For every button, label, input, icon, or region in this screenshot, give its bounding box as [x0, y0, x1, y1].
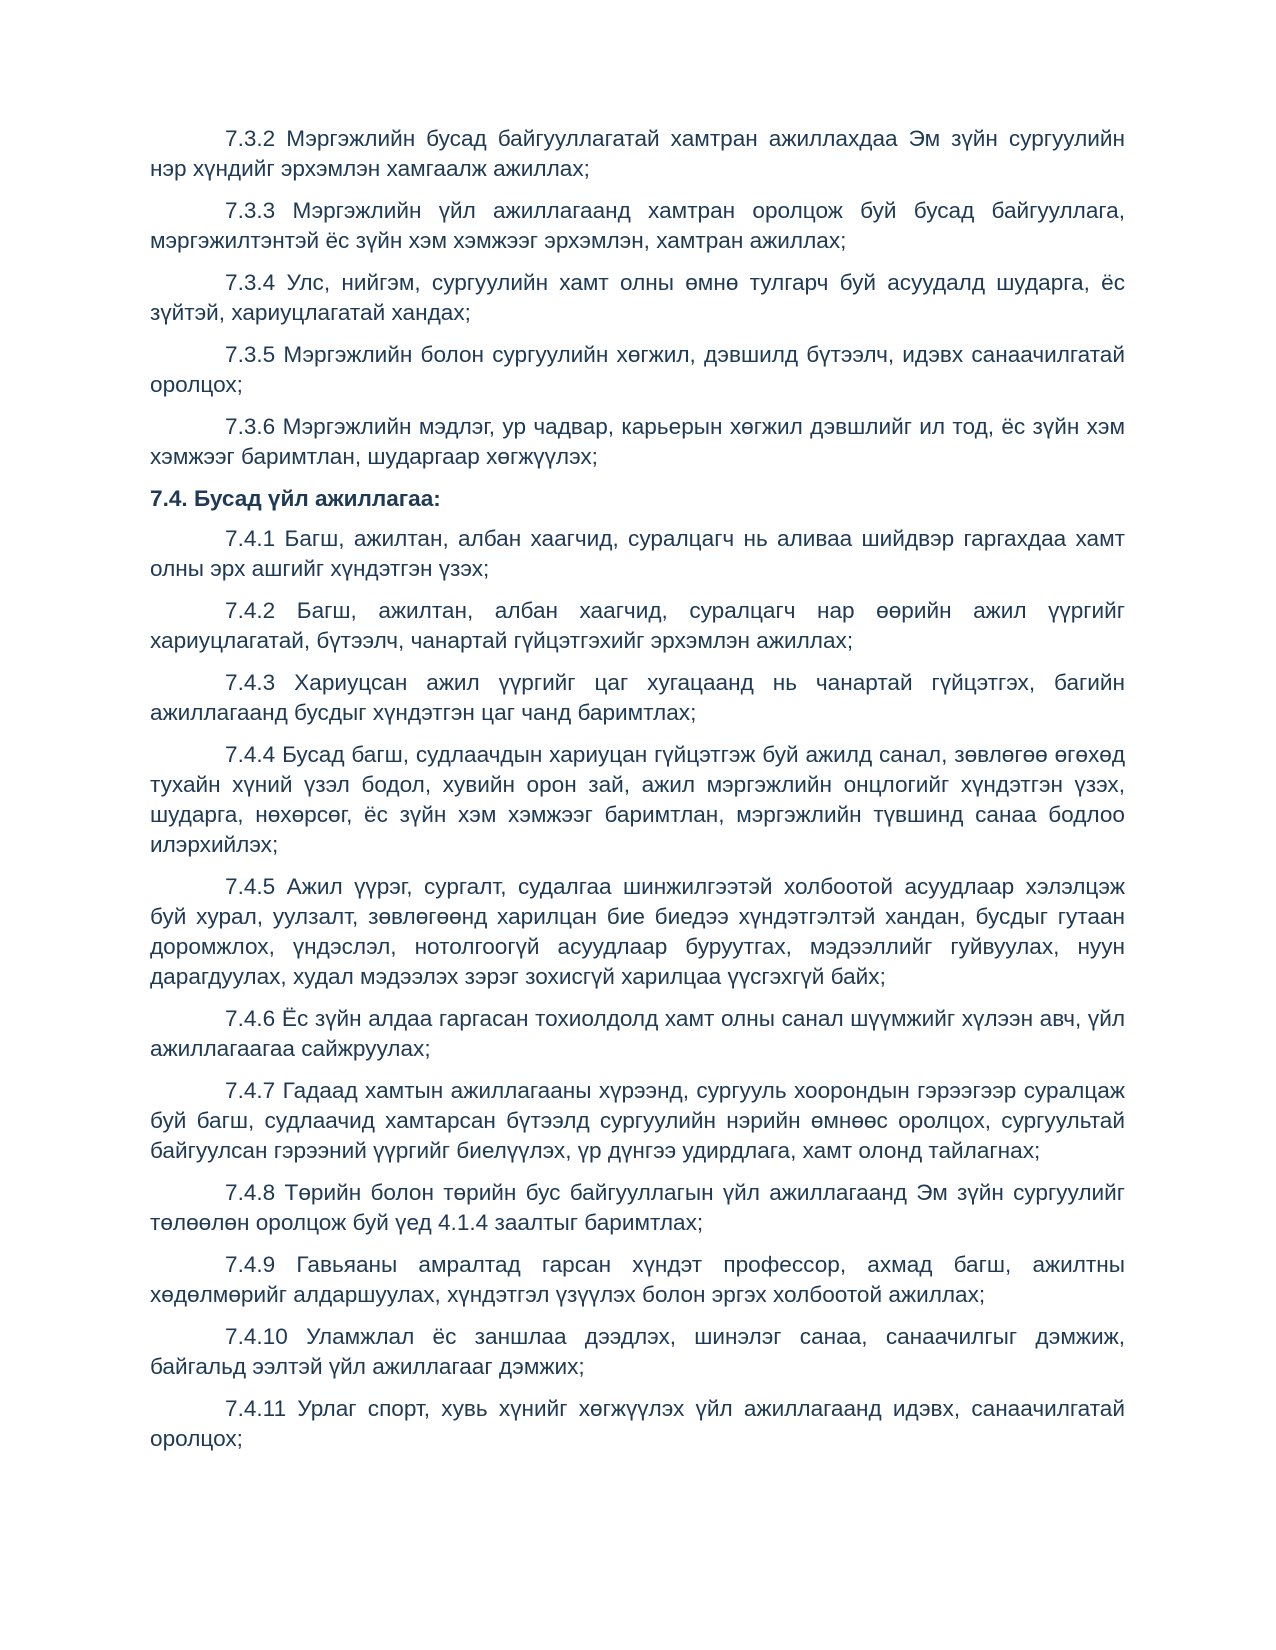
paragraph-7-4-9: 7.4.9 Гавьяаны амралтад гарсан хүндэт профессор, ахмад багш, ажилтны хөдөлмөрийг алдаршуулах, хүндэтгэл үзүүлэх болон эргэх холбоотой ажиллах;	[150, 1252, 1125, 1307]
paragraph-7-4-1: 7.4.1 Багш, ажилтан, албан хаагчид, суралцагч нь аливаа шийдвэр гаргахдаа хамт олны эрх ашгийг хүндэтгэн үзэх;	[150, 526, 1125, 581]
paragraph-7-3-4: 7.3.4 Улс, нийгэм, сургуулийн хамт олны өмнө тулгарч буй асуудалд шударга, ёс зүйтэй, хариуцлагатай хандах;	[150, 270, 1125, 325]
paragraph-7-4-6: 7.4.6 Ёс зүйн алдаа гаргасан тохиолдолд хамт олны санал шүүмжийг хүлээн авч, үйл ажиллагаагаа сайжруулах;	[150, 1006, 1125, 1061]
paragraph-7-3-6: 7.3.6 Мэргэжлийн мэдлэг, ур чадвар, карьерын хөгжил дэвшлийг ил тод, ёс зүйн хэм хэмжээг баримтлан, шударгаар хөгжүүлэх;	[150, 414, 1125, 469]
paragraph-7-4-11: 7.4.11 Урлаг спорт, хувь хүнийг хөгжүүлэх үйл ажиллагаанд идэвх, санаачилгатай оролцох;	[150, 1396, 1125, 1451]
paragraph-7-3-3: 7.3.3 Мэргэжлийн үйл ажиллагаанд хамтран оролцож буй бусад байгууллага, мэргэжилтэнтэй ёс зүйн хэм хэмжээг эрхэмлэн, хамтран ажиллах;	[150, 198, 1125, 253]
paragraph-7-4-8: 7.4.8 Төрийн болон төрийн бус байгууллагын үйл ажиллагаанд Эм зүйн сургуулийг төлөөлөн оролцож буй үед 4.1.4 заалтыг баримтлах;	[150, 1180, 1125, 1235]
document-page	[150, 124, 1125, 1466]
paragraph-7-3-2: 7.3.2 Мэргэжлийн бусад байгууллагатай хамтран ажиллахдаа Эм зүйн сургуулийн нэр хүндийг эрхэмлэн хамгаалж ажиллах;	[150, 126, 1125, 181]
paragraph-7-4-4: 7.4.4 Бусад багш, судлаачдын хариуцан гүйцэтгэж буй ажилд санал, зөвлөгөө өгөхөд тухайн хүний үзэл бодол, хувийн орон зай, ажил мэргэжлийн онцлогийг хүндэтгэн үзэх, шударга, нөхөрсөг, ёс зүйн хэм хэмжээг баримтлан, мэргэжлийн түвшинд санаа бодлоо илэрхийлэх;	[150, 742, 1125, 857]
paragraph-7-4-3: 7.4.3 Хариуцсан ажил үүргийг цаг хугацаанд нь чанартай гүйцэтгэх, багийн ажиллагаанд бусдыг хүндэтгэн цаг чанд баримтлах;	[150, 670, 1125, 725]
paragraph-7-3-5: 7.3.5 Мэргэжлийн болон сургуулийн хөгжил, дэвшилд бүтээлч, идэвх санаачилгатай оролцох;	[150, 342, 1125, 397]
paragraph-7-4-2: 7.4.2 Багш, ажилтан, албан хаагчид, суралцагч нар өөрийн ажил үүргийг хариуцлагатай, бүтээлч, чанартай гүйцэтгэхийг эрхэмлэн ажиллах;	[150, 598, 1125, 653]
paragraph-7-4-10: 7.4.10 Уламжлал ёс заншлаа дээдлэх, шинэлэг санаа, санаачилгыг дэмжиж, байгальд ээлтэй үйл ажиллагааг дэмжих;	[150, 1324, 1125, 1379]
section-heading-7-4: 7.4. Бусад үйл ажиллагаа:	[150, 486, 441, 511]
paragraph-7-4-7: 7.4.7 Гадаад хамтын ажиллагааны хүрээнд, сургууль хоорондын гэрээгээр суралцаж буй багш, судлаачид хамтарсан бүтээлд сургуулийн нэрийн өмнөөс оролцох, сургуультай байгуулсан гэрээний үүргийг биелүүлэх, үр дүнгээ удирдлага, хамт олонд тайлагнах;	[150, 1078, 1125, 1163]
paragraph-7-4-5: 7.4.5 Ажил үүрэг, сургалт, судалгаа шинжилгээтэй холбоотой асуудлаар хэлэлцэж буй хурал, уулзалт, зөвлөгөөнд харилцан бие биедээ хүндэтгэлтэй хандан, бусдыг гутаан доромжлох, үндэслэл, нотолгоогүй асуудлаар буруутгах, мэдээллийг гуйвуулах, нуун дарагдуулах, худал мэдээлэх зэрэг зохисгүй харилцаа үүсгэхгүй байх;	[150, 874, 1125, 989]
